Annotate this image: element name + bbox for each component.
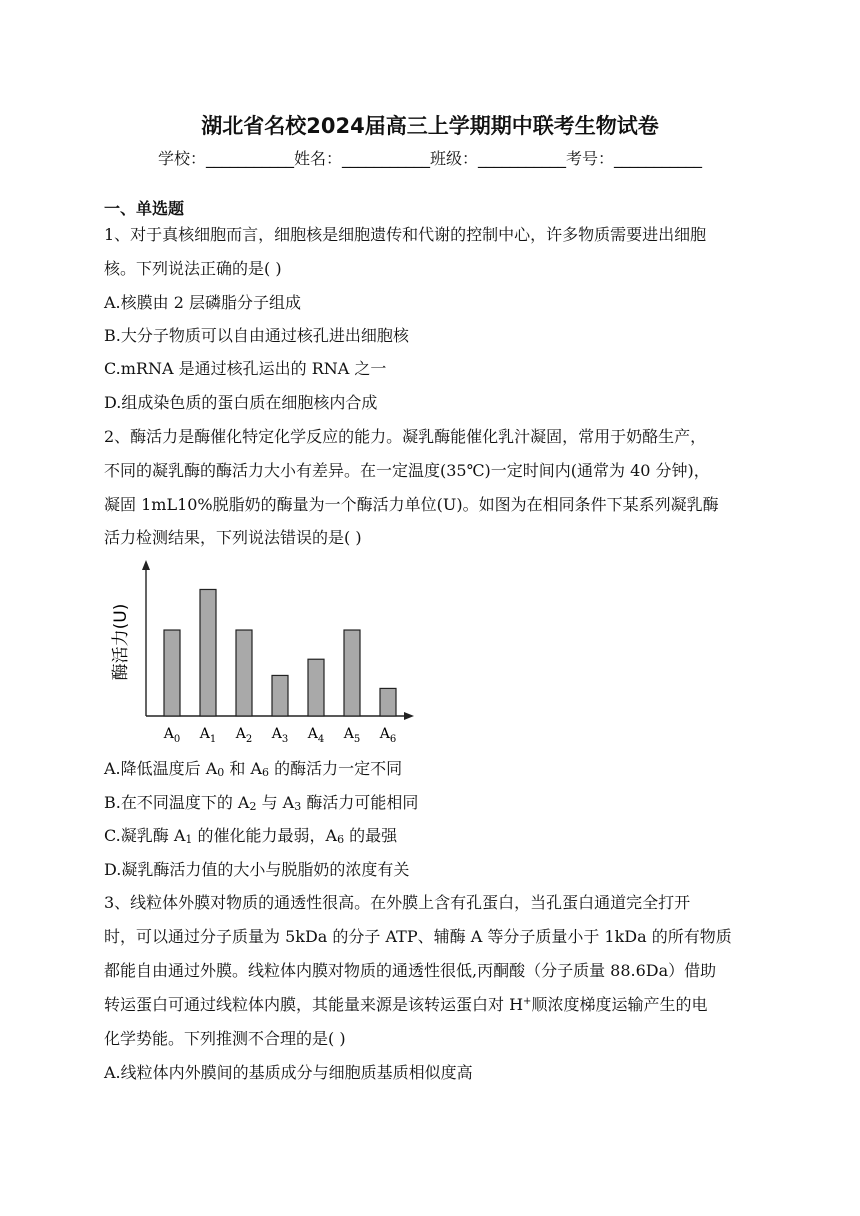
y-axis-label: 酶活力(U) <box>111 603 131 681</box>
student-info-line: 学校：___________姓名：___________班级：___________考号：___________ <box>157 149 702 168</box>
q1-option-c: C.mRNA 是通过核孔运出的 RNA 之一 <box>104 359 387 378</box>
q2-option-a: A.降低温度后 $A_0$ 和 $A_6$ 的酶活力一定不同 <box>104 759 403 779</box>
x-tick-label-5: $A_5$ <box>343 726 361 745</box>
bar-6 <box>380 688 396 716</box>
q1-option-a: A.核膜由 2 层磷脂分子组成 <box>104 293 301 312</box>
q2-option-c: C.凝乳酶 $A_1$ 的催化能力最弱，$A_6$ 的最强 <box>104 826 398 846</box>
section-heading: 一、单选题 <box>104 199 185 218</box>
bar-2 <box>236 630 252 716</box>
q3-stem-line-3: 都能自由通过外膜。线粒体内膜对物质的通透性很低,丙酮酸（分子质量 88.6Da）借助 <box>104 961 717 980</box>
q3-stem-line-2: 时，可以通过分子质量为 5kDa 的分子 ATP、辅酶 A 等分子质量小于 1kDa 的所有物质 <box>104 927 732 946</box>
bar-1 <box>200 589 216 716</box>
bar-5 <box>344 630 360 716</box>
y-axis-arrow <box>142 560 150 570</box>
page-title: 湖北省名校2024届高三上学期期中联考生物试卷 <box>201 114 659 138</box>
x-tick-label-0: $A_0$ <box>163 726 181 745</box>
x-tick-label-1: $A_1$ <box>199 726 217 745</box>
x-axis-arrow <box>404 712 414 720</box>
q2-stem-line-1: 2、酶活力是酶催化特定化学反应的能力。凝乳酶能催化乳汁凝固，常用于奶酪生产， <box>104 427 707 446</box>
q3-stem-line-1: 3、线粒体外膜对物质的通透性很高。在外膜上含有孔蛋白，当孔蛋白通道完全打开 <box>104 893 691 912</box>
q1-option-d: D.组成染色质的蛋白质在细胞核内合成 <box>104 393 378 412</box>
bar-0 <box>164 630 180 716</box>
q3-stem-line-5: 化学势能。下列推测不合理的是( ) <box>104 1029 346 1048</box>
x-tick-label-2: $A_2$ <box>235 726 253 745</box>
q2-option-b: B.在不同温度下的 $A_2$ 与 $A_3$ 酶活力可能相同 <box>104 793 419 813</box>
q1-stem-line-1: 1、对于真核细胞而言，细胞核是细胞遗传和代谢的控制中心，许多物质需要进出细胞 <box>104 225 707 244</box>
x-tick-label-6: $A_6$ <box>379 726 397 745</box>
q3-stem-line-4: 转运蛋白可通过线粒体内膜，其能量来源是该转运蛋白对 H+顺浓度梯度运输产生的电 <box>104 995 708 1014</box>
bar-3 <box>272 675 288 716</box>
q2-option-d: D.凝乳酶活力值的大小与脱脂奶的浓度有关 <box>104 860 410 879</box>
enzyme-activity-bar-chart <box>104 556 424 746</box>
bar-4 <box>308 659 324 716</box>
q3-option-a: A.线粒体内外膜间的基质成分与细胞质基质相似度高 <box>104 1063 473 1082</box>
x-tick-label-4: $A_4$ <box>307 726 325 745</box>
x-tick-label-3: $A_3$ <box>271 726 289 745</box>
q2-stem-line-3: 凝固 1mL10%脱脂奶的酶量为一个酶活力单位(U)。如图为在相同条件下某系列凝乳酶 <box>104 495 719 514</box>
q1-option-b: B.大分子物质可以自由通过核孔进出细胞核 <box>104 326 409 345</box>
q2-stem-line-4: 活力检测结果，下列说法错误的是( ) <box>104 528 362 547</box>
q2-stem-line-2: 不同的凝乳酶的酶活力大小有差异。在一定温度(35℃)一定时间内(通常为 40 分钟)， <box>104 461 710 480</box>
q1-stem-line-2: 核。下列说法正确的是( ) <box>104 259 282 278</box>
